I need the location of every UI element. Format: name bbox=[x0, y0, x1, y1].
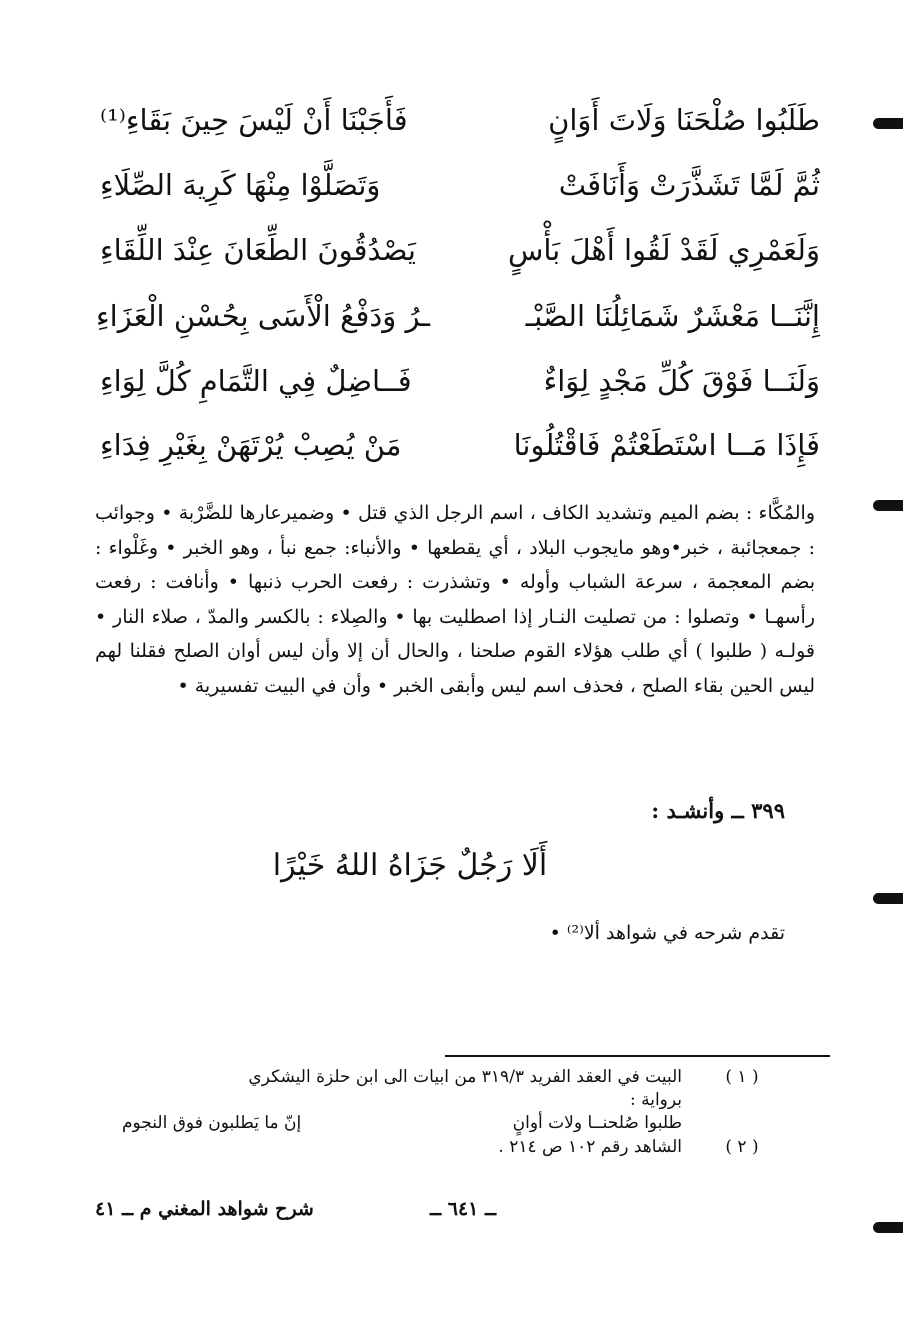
footnote-text: البيت في العقد الفريد ٣١٩/٣ من ابيات الى ابن حلزة اليشكري bbox=[248, 1067, 682, 1087]
verse-line bbox=[100, 417, 820, 473]
quoted-verse: أَلَا رَجُلٌ جَزَاهُ اللهُ خَيْرًا bbox=[272, 848, 548, 883]
footnote-continuation: برواية : bbox=[629, 1090, 682, 1110]
margin-mark bbox=[873, 893, 903, 904]
verse-second-hemistich: فَــاضِلٌ فِي التَّمَامِ كُلَّ لِوَاءِ bbox=[100, 364, 412, 398]
verse-first-hemistich: فَإِذَا مَــا اسْتَطَعْتُمْ فَاقْتُلُونَا bbox=[513, 428, 820, 462]
verse-line bbox=[100, 157, 820, 213]
poem-verses bbox=[96, 92, 820, 482]
footnote-item bbox=[92, 1066, 772, 1112]
verse-first-hemistich: إِنَّنَــا مَعْشَرٌ شَمَائِلُنَا الصَّبْـ bbox=[525, 299, 820, 333]
verse-second-hemistich: يَصْدُقُونَ الطِّعَانَ عِنْدَ اللِّقَاءِ bbox=[100, 233, 416, 267]
verse-first-hemistich: ثُمَّ لَمَّا تَشَذَّرَتْ وَأَنَافَتْ bbox=[558, 168, 820, 202]
footnote-number: ( ٢ ) bbox=[725, 1137, 759, 1157]
footnote-text: الشاهد رقم ١٠٢ ص ٢١٤ . bbox=[498, 1137, 682, 1157]
margin-mark bbox=[873, 118, 903, 129]
footnotes bbox=[92, 1066, 772, 1159]
commentary-paragraph: والمُكَّاء : بضم الميم وتشديد الكاف ، اسم الرجل الذي قتل • وضميرعارها للضَّرْبة • وجوائب : جمعجائبة ، خبر•وهو مايجوب البلاد ، أي يقطعها • والأنباء: جمع نبأ ، وهو الخبر • وغَلْواء : بضم المعجمة ، سرعة الشباب وأوله • وتشذرت : رفعت الحرب ذنبها • وأنافت : رفعت رأسهـا • وتصلوا : من تصليت النـار إذا اصطليت بها • والصِلاء : بالكسر والمدّ ، صلاء النار • قولـه ( طلبوا ) أي طلب هؤلاء القوم صلحنا ، والحال أن إلا وأن ليس أوان الصلح فقلنا لهم ليس الحين بقاء الصلح ، فحذف اسم ليس وأبقى الخبر • وأن في البيت تفسيرية • bbox=[95, 502, 815, 697]
cross-reference: تقدم شرحه في شواهد ألا⁽²⁾ • bbox=[549, 922, 785, 944]
verse-line bbox=[100, 222, 820, 278]
footnote-verse-first: طلبوا صُلحنــا ولات أوانٍ bbox=[512, 1113, 682, 1133]
footnote-verse bbox=[92, 1112, 682, 1136]
verse-second-hemistich: فَأَجَبْنَا أَنْ لَيْسَ حِينَ بَقَاءِ⁽¹⁾ bbox=[100, 103, 408, 137]
footnote-item bbox=[92, 1136, 772, 1159]
margin-mark bbox=[873, 500, 903, 511]
footnote-number: ( ١ ) bbox=[725, 1067, 759, 1087]
commentary-block bbox=[95, 496, 815, 703]
book-signature: شرح شواهد المغني م ــ ٤١ bbox=[95, 1198, 314, 1220]
footnote-divider bbox=[445, 1055, 830, 1057]
footnote-verse-second: إنّ ما يَطلبون فوق النجوم bbox=[122, 1113, 302, 1133]
verse-first-hemistich: طَلَبُوا صُلْحَنَا وَلَاتَ أَوَانٍ bbox=[548, 103, 820, 137]
verse-second-hemistich: وَتَصَلَّوْا مِنْهَا كَرِيهَ الصِّلَاءِ bbox=[100, 168, 381, 202]
verse-line bbox=[100, 92, 820, 148]
margin-mark bbox=[873, 1222, 903, 1233]
verse-line bbox=[96, 288, 820, 344]
verse-second-hemistich: مَنْ يُصِبْ يُرْتَهَنْ بِغَيْرِ فِدَاءِ bbox=[100, 428, 402, 462]
page-footer bbox=[95, 1198, 775, 1228]
verse-first-hemistich: وَلَنَــا فَوْقَ كُلِّ مَجْدٍ لِوَاءٌ bbox=[543, 364, 820, 398]
page-number: ــ ٦٤١ ــ bbox=[430, 1198, 497, 1220]
verse-first-hemistich: وَلَعَمْرِي لَقَدْ لَقُوا أَهْلَ بَأْسٍ bbox=[507, 233, 820, 267]
verse-line bbox=[100, 353, 820, 409]
verse-second-hemistich: ـرُ وَدَفْعُ الْأَسَى بِحُسْنِ الْعَزَاءِ bbox=[96, 299, 430, 333]
entry-heading: ٣٩٩ ــ وأنشـد : bbox=[651, 798, 785, 823]
